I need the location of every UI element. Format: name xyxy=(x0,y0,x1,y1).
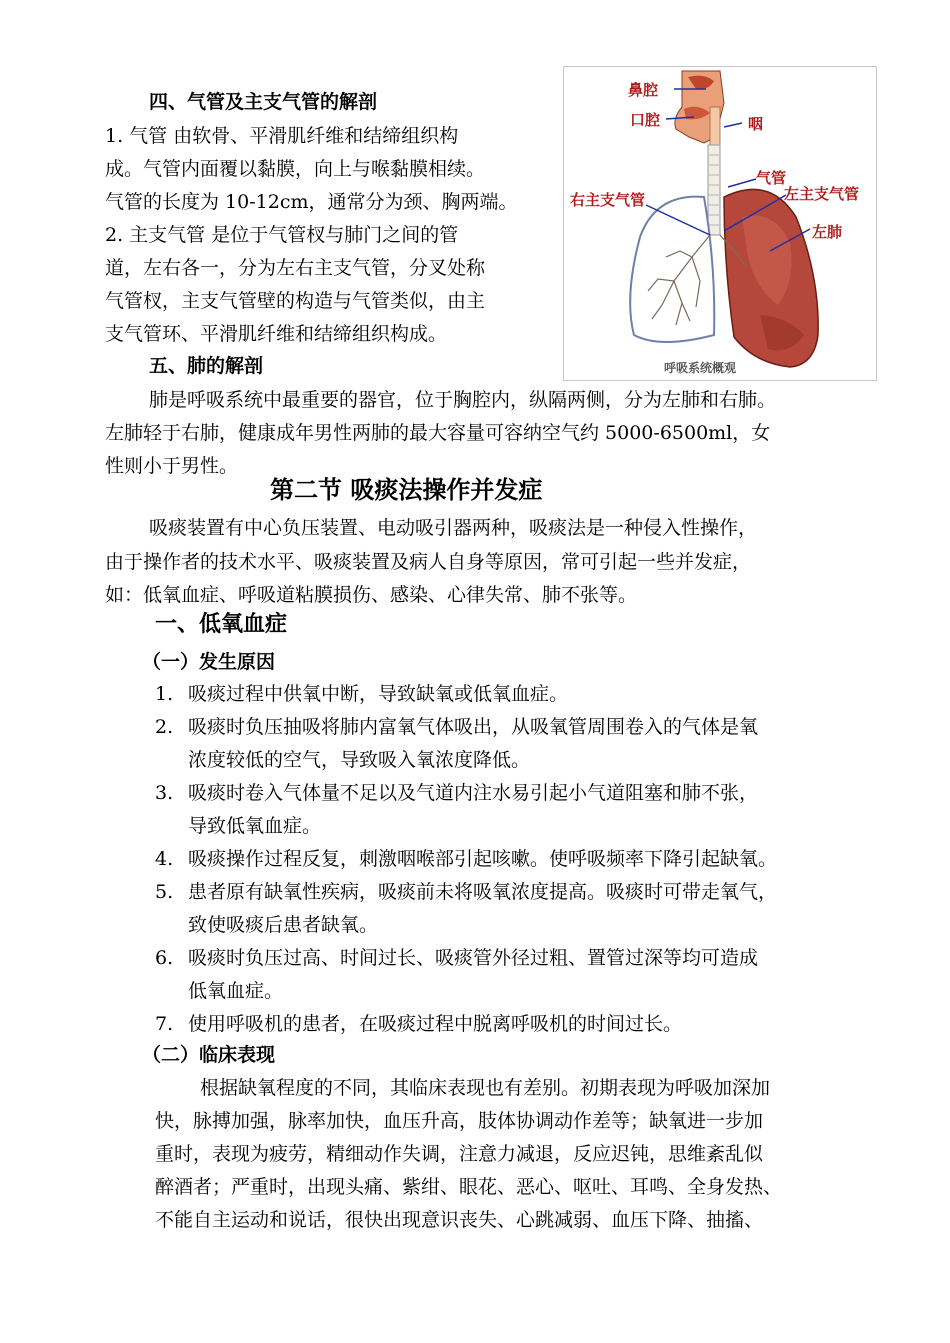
paragraph-line: 重时，表现为疲劳，精细动作失调，注意力减退，反应迟钝，思维紊乱似 xyxy=(155,1143,764,1165)
list-item-text: 使用呼吸机的患者，在吸痰过程中脱离呼吸机的时间过长。 xyxy=(188,1013,683,1035)
list-item-number: 2. xyxy=(155,716,174,738)
list-item-text: 吸痰时负压过高、时间过长、吸痰管外径过粗、置管过深等均可造成 xyxy=(188,947,759,969)
label-left-lung: 左肺 xyxy=(812,223,843,241)
paragraph-line: 成。气管内面覆以黏膜，向上与喉黏膜相续。 xyxy=(105,158,486,180)
list-item-text: 低氧血症。 xyxy=(188,980,284,1002)
clinical-heading: （二）临床表现 xyxy=(142,1044,276,1066)
label-trachea: 气管 xyxy=(756,169,787,187)
paragraph-line: 2. 主支气管 是位于气管杈与肺门之间的管 xyxy=(105,224,459,246)
paragraph-line: 如：低氧血症、呼吸道粘膜损伤、感染、心律失常、肺不张等。 xyxy=(105,584,638,606)
paragraph-line: 支气管环、平滑肌纤维和结缔组织构成。 xyxy=(105,323,448,345)
list-item-text: 吸痰时卷入气体量不足以及气道内注水易引起小气道阻塞和肺不张， xyxy=(188,782,759,804)
list-item-text: 吸痰操作过程反复，刺激咽喉部引起咳嗽。使呼吸频率下降引起缺氧。 xyxy=(188,848,778,870)
section-heading-trachea: 四、气管及主支气管的解剖 xyxy=(149,91,378,113)
paragraph-line: 性则小于男性。 xyxy=(105,455,239,477)
list-item-text: 吸痰时负压抽吸将肺内富氧气体吸出，从吸氧管周围卷入的气体是氧 xyxy=(188,716,759,738)
list-item-text: 吸痰过程中供氧中断，导致缺氧或低氧血症。 xyxy=(188,683,569,705)
list-item-text: 致使吸痰后患者缺氧。 xyxy=(188,914,379,936)
paragraph-line: 由于操作者的技术水平、吸痰装置及病人自身等原因，常可引起一些并发症， xyxy=(105,551,752,573)
paragraph-line: 快，脉搏加强，脉率加快，血压升高，肢体协调动作差等；缺氧进一步加 xyxy=(155,1110,764,1132)
list-item-number: 5. xyxy=(155,881,174,903)
label-pharynx: 咽 xyxy=(748,115,764,133)
paragraph-line: 左肺轻于右肺，健康成年男性两肺的最大容量可容纳空气约 5000-6500ml，女 xyxy=(105,422,771,444)
list-item-text: 导致低氧血症。 xyxy=(188,815,322,837)
list-item-text: 浓度较低的空气，导致吸入氧浓度降低。 xyxy=(188,749,531,771)
paragraph-line: 醉酒者；严重时，出现头痛、紫绀、眼花、恶心、呕吐、耳鸣、全身发热、 xyxy=(155,1176,783,1198)
paragraph-line: 气管杈，主支气管壁的构造与气管类似，由主 xyxy=(105,290,486,312)
list-item-number: 3. xyxy=(155,782,174,804)
chapter-title: 第二节 吸痰法操作并发症 xyxy=(270,476,543,504)
paragraph-line: 吸痰装置有中心负压装置、电动吸引器两种，吸痰法是一种侵入性操作， xyxy=(149,517,758,539)
section-heading-lung: 五、肺的解剖 xyxy=(149,355,264,377)
list-item-text: 患者原有缺氧性疾病，吸痰前未将吸氧浓度提高。吸痰时可带走氧气， xyxy=(188,881,778,903)
paragraph-line: 根据缺氧程度的不同，其临床表现也有差别。初期表现为呼吸加深加 xyxy=(200,1077,771,1099)
causes-heading: （一）发生原因 xyxy=(142,651,276,673)
paragraph-line: 肺是呼吸系统中最重要的器官，位于胸腔内，纵隔两侧，分为左肺和右肺。 xyxy=(149,389,777,411)
paragraph-line: 道，左右各一，分为左右主支气管，分叉处称 xyxy=(105,257,486,279)
figure-caption: 呼吸系统概观 xyxy=(664,361,737,375)
list-item-number: 6. xyxy=(155,947,174,969)
paragraph-line: 不能自主运动和说话，很快出现意识丧失、心跳减弱、血压下降、抽搐、 xyxy=(155,1209,764,1231)
respiratory-system-figure xyxy=(563,66,877,381)
list-item-number: 4. xyxy=(155,848,174,870)
paragraph-line: 1. 气管 由软骨、平滑肌纤维和结缔组织构 xyxy=(105,125,459,147)
label-right-main-bronchus: 右主支气管 xyxy=(570,191,646,209)
label-oral-cavity: 口腔 xyxy=(630,111,661,129)
subsection-heading-hypoxemia: 一、低氧血症 xyxy=(155,612,288,637)
label-nasal-cavity: 鼻腔 xyxy=(628,81,659,99)
label-left-main-bronchus: 左主支气管 xyxy=(784,185,860,203)
list-item-number: 7. xyxy=(155,1013,174,1035)
paragraph-line: 气管的长度为 10-12cm，通常分为颈、胸两端。 xyxy=(105,191,518,213)
list-item-number: 1. xyxy=(155,683,174,705)
